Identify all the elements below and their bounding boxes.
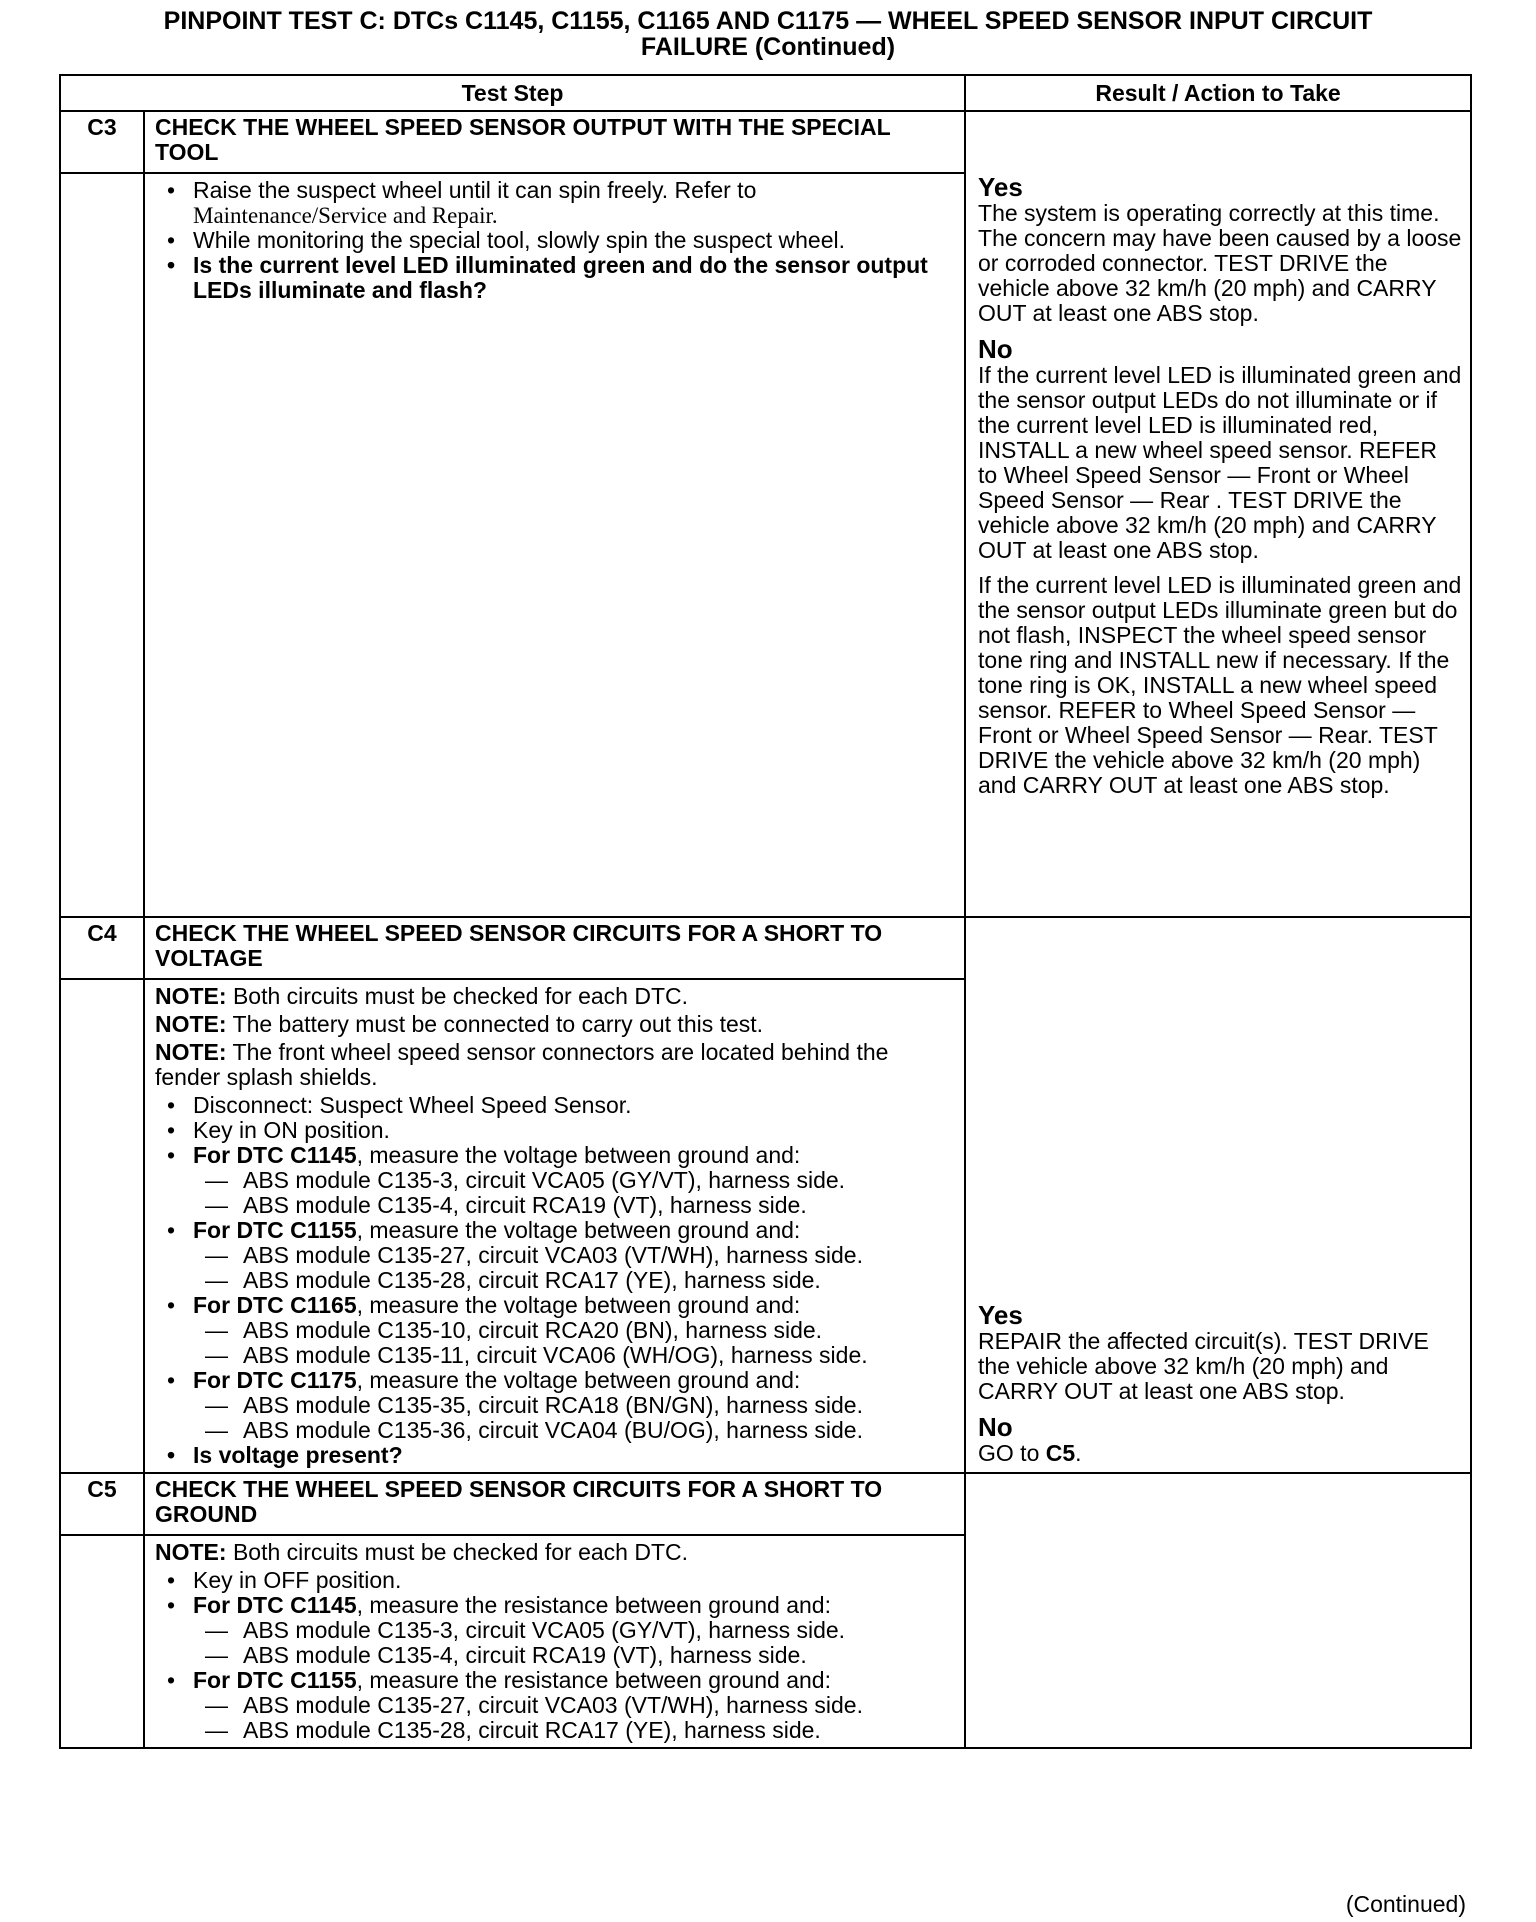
sub-item: — ABS module C135-36, circuit VCA04 (BU/OG), harness side. [155, 1418, 956, 1443]
column-header-result: Result / Action to Take [965, 75, 1471, 111]
column-header-test-step: Test Step [60, 75, 965, 111]
step-heading: CHECK THE WHEEL SPEED SENSOR OUTPUT WITH THE SPECIAL TOOL [144, 111, 965, 173]
result-yes-text: REPAIR the affected circuit(s). TEST DRIVE the vehicle above 32 km/h (20 mph) and CARRY OUT at least one ABS stop. [978, 1328, 1429, 1404]
step-c4-result [965, 917, 1471, 1473]
list-item-question: • Is the current level LED illuminated green and do the sensor output LEDs illuminate and flash? [155, 253, 956, 303]
result-no-extra [978, 573, 1462, 798]
continued-label: (Continued) [1345, 1891, 1466, 1917]
sub-item: — ABS module C135-4, circuit RCA19 (VT), harness side. [155, 1193, 956, 1218]
list-item: • While monitoring the special tool, slowly spin the suspect wheel. [155, 228, 956, 253]
sub-item: — ABS module C135-28, circuit RCA17 (YE), harness side. [155, 1718, 956, 1743]
step-id: C5 [60, 1473, 144, 1535]
step-c3-result [965, 111, 1471, 917]
result-no-label: No [978, 334, 1013, 364]
list-item: • Key in OFF position. [155, 1568, 956, 1593]
note: NOTE: The front wheel speed sensor connectors are located behind the fender splash shields. [155, 1039, 889, 1090]
sub-item: — ABS module C135-27, circuit VCA03 (VT/WH), harness side. [155, 1243, 956, 1268]
step-heading: CHECK THE WHEEL SPEED SENSOR CIRCUITS FOR A SHORT TO GROUND [144, 1473, 965, 1535]
title-line-2: FAILURE (Continued) [640, 33, 896, 61]
list-item: • Key in ON position. [155, 1118, 956, 1143]
note: NOTE: Both circuits must be checked for each DTC. [155, 983, 689, 1009]
table-header-row [60, 75, 1471, 111]
sub-item: — ABS module C135-28, circuit RCA17 (YE), harness side. [155, 1268, 956, 1293]
step-c3-heading-row [60, 111, 1471, 173]
step-id: C4 [60, 917, 144, 979]
result-no-label: No [978, 1412, 1013, 1442]
step-c5-result [965, 1473, 1471, 1748]
result-yes-label: Yes [978, 1300, 1023, 1330]
note: NOTE: Both circuits must be checked for each DTC. [155, 1539, 689, 1565]
list-item-dtc: • For DTC C1145, measure the voltage between ground and: — ABS module C135-3, circuit VCA05 (GY/VT), harness side. — ABS module C135-4, circuit RCA19 (VT), harness side. [155, 1143, 956, 1218]
sub-item: — ABS module C135-27, circuit VCA03 (VT/WH), harness side. [155, 1693, 956, 1718]
list-item-dtc: • For DTC C1175, measure the voltage between ground and: — ABS module C135-35, circuit RCA18 (BN/GN), harness side. — ABS module C135-36, circuit VCA04 (BU/OG), harness side. [155, 1368, 956, 1443]
sub-item: — ABS module C135-3, circuit VCA05 (GY/VT), harness side. [155, 1618, 956, 1643]
result-no: No GO to C5. [978, 1414, 1462, 1466]
title-line-1: PINPOINT TEST C: DTCs C1145, C1155, C1165 AND C1175 — WHEEL SPEED SENSOR INPUT CIRCUIT [163, 7, 1373, 35]
step-heading: CHECK THE WHEEL SPEED SENSOR CIRCUITS FOR A SHORT TO VOLTAGE [144, 917, 965, 979]
list-item-dtc: • For DTC C1165, measure the voltage between ground and: — ABS module C135-10, circuit RCA20 (BN), harness side. — ABS module C135-11, circuit VCA06 (WH/OG), harness side. [155, 1293, 956, 1368]
list-item: • Disconnect: Suspect Wheel Speed Sensor. [155, 1093, 956, 1118]
sub-item: — ABS module C135-35, circuit RCA18 (BN/GN), harness side. [155, 1393, 956, 1418]
list-item: • Raise the suspect wheel until it can spin freely. Refer to Maintenance/Service and Repair. [155, 178, 956, 228]
step-id: C3 [60, 111, 144, 173]
result-yes [978, 1302, 1462, 1404]
sub-item: — ABS module C135-10, circuit RCA20 (BN), harness side. [155, 1318, 956, 1343]
result-no-text-1: If the current level LED is illuminated green and the sensor output LEDs do not illuminate or if the current level LED is illuminated red, INSTALL a new wheel speed sensor. REFER to Wheel Speed Sensor — Front or Wheel Speed Sensor — Rear . TEST DRIVE the vehicle above 32 km/h (20 mph) and CARRY OUT at least one ABS stop. [978, 362, 1462, 563]
result-yes-label: Yes [978, 172, 1023, 202]
reference-link: Maintenance/Service and Repair. [193, 203, 498, 228]
result-yes [978, 174, 1462, 326]
list-item-question: • Is voltage present? [155, 1443, 956, 1468]
step-body [144, 1535, 965, 1748]
note: NOTE: The battery must be connected to carry out this test. [155, 1011, 764, 1037]
result-yes-text: The system is operating correctly at this time. The concern may have been caused by a loose or corroded connector. TEST DRIVE the vehicle above 32 km/h (20 mph) and CARRY OUT at least one ABS stop. [978, 200, 1462, 326]
step-c4-heading-row [60, 917, 1471, 979]
list-item-dtc: • For DTC C1145, measure the resistance between ground and: — ABS module C135-3, circuit VCA05 (GY/VT), harness side. — ABS module C135-4, circuit RCA19 (VT), harness side. [155, 1593, 956, 1668]
list-item-dtc: • For DTC C1155, measure the resistance between ground and: — ABS module C135-27, circuit VCA03 (VT/WH), harness side. — ABS module C135-28, circuit RCA17 (YE), harness side. [155, 1668, 956, 1743]
step-reference-link[interactable]: C5 [1045, 1440, 1076, 1466]
page-title [40, 8, 1496, 60]
sub-item: — ABS module C135-3, circuit VCA05 (GY/VT), harness side. [155, 1168, 956, 1193]
result-no [978, 336, 1462, 563]
result-no-text-2: If the current level LED is illuminated green and the sensor output LEDs illuminate green but do not flash, INSPECT the wheel speed sensor tone ring and INSTALL new if necessary. If the tone ring is OK, INSTALL a new wheel speed sensor. REFER to Wheel Speed Sensor — Front or Wheel Speed Sensor — Rear. TEST DRIVE the vehicle above 32 km/h (20 mph) and CARRY OUT at least one ABS stop. [978, 572, 1462, 798]
list-item-dtc: • For DTC C1155, measure the voltage between ground and: — ABS module C135-27, circuit VCA03 (VT/WH), harness side. — ABS module C135-28, circuit RCA17 (YE), harness side. [155, 1218, 956, 1293]
step-body [144, 979, 965, 1473]
sub-item: — ABS module C135-11, circuit VCA06 (WH/OG), harness side. [155, 1343, 956, 1368]
step-c5-heading-row [60, 1473, 1471, 1535]
result-no-text: GO to [978, 1440, 1046, 1466]
pinpoint-test-table [59, 74, 1472, 1749]
step-body [144, 173, 965, 917]
sub-item: — ABS module C135-4, circuit RCA19 (VT), harness side. [155, 1643, 956, 1668]
